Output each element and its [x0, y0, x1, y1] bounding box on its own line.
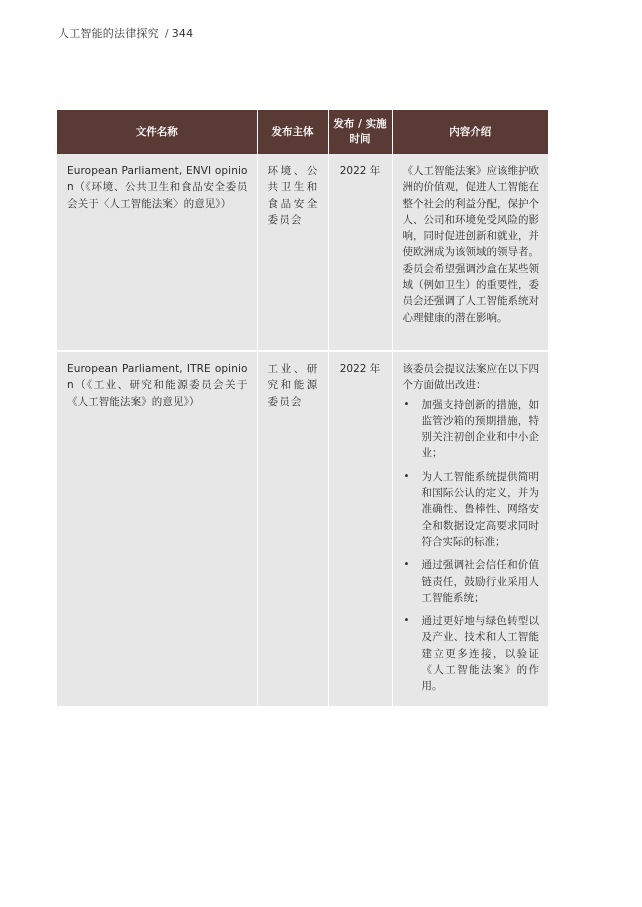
intro-lead: 该委员会提议法案应在以下四个方面做出改进：	[402, 363, 539, 392]
cell-publisher: 工业、研究和能源委员会	[257, 351, 328, 707]
table-header-row	[57, 110, 548, 154]
book-title: 人工智能的法律探究	[58, 27, 159, 40]
cell-year: 2022 年	[328, 351, 392, 707]
documents-table	[57, 110, 548, 708]
list-item: • 通过强调社会信任和价值链责任，鼓励行业采用人工智能系统；	[403, 557, 540, 606]
page-number: 344	[171, 27, 194, 40]
cell-intro	[392, 351, 548, 707]
column-header-publisher: 发布主体	[257, 110, 328, 154]
cell-intro: 《人工智能法案》应该维护欧洲的价值观，促进人工智能在整个社会的利益分配，保护个人、公司和环境免受风险的影响，同时促进创新和就业，并使欧洲成为该领域的领导者。委员会希望强调沙盒在某些领域（例如卫生）的重要性，委员会还强调了人工智能系统对心理健康的潜在影响。	[392, 154, 548, 351]
list-item: • 通过更好地与绿色转型以及产业、技术和人工智能建立更多连接，以验证《人工智能法案》的作用。	[403, 613, 540, 694]
table-row	[57, 154, 548, 351]
cell-publisher: 环境、公共卫生和食品安全委员会	[257, 154, 328, 351]
table-row	[57, 351, 548, 707]
list-item: • 为人工智能系统提供简明和国际公认的定义，并为准确性、鲁棒性、网络安全和数据设定高要求同时符合实际的标准；	[403, 469, 540, 550]
running-header	[58, 25, 193, 41]
column-header-name: 文件名称	[57, 110, 257, 154]
cell-document-name: European Parliament, ENVI opinion（《环境、公共卫生和食品安全委员会关于〈人工智能法案〉的意见》）	[57, 154, 257, 351]
column-header-date: 发布 / 实施时间	[328, 110, 392, 154]
cell-year: 2022 年	[328, 154, 392, 351]
cell-document-name: European Parliament, ITRE opinion（《工业、研究和能源委员会关于《人工智能法案》的意见》）	[57, 351, 257, 707]
header-separator: /	[164, 27, 169, 40]
column-header-intro: 内容介绍	[392, 110, 548, 154]
improvement-list	[403, 397, 540, 695]
list-item: • 加强支持创新的措施，如监管沙箱的预期措施，特别关注初创企业和中小企业；	[403, 397, 540, 462]
